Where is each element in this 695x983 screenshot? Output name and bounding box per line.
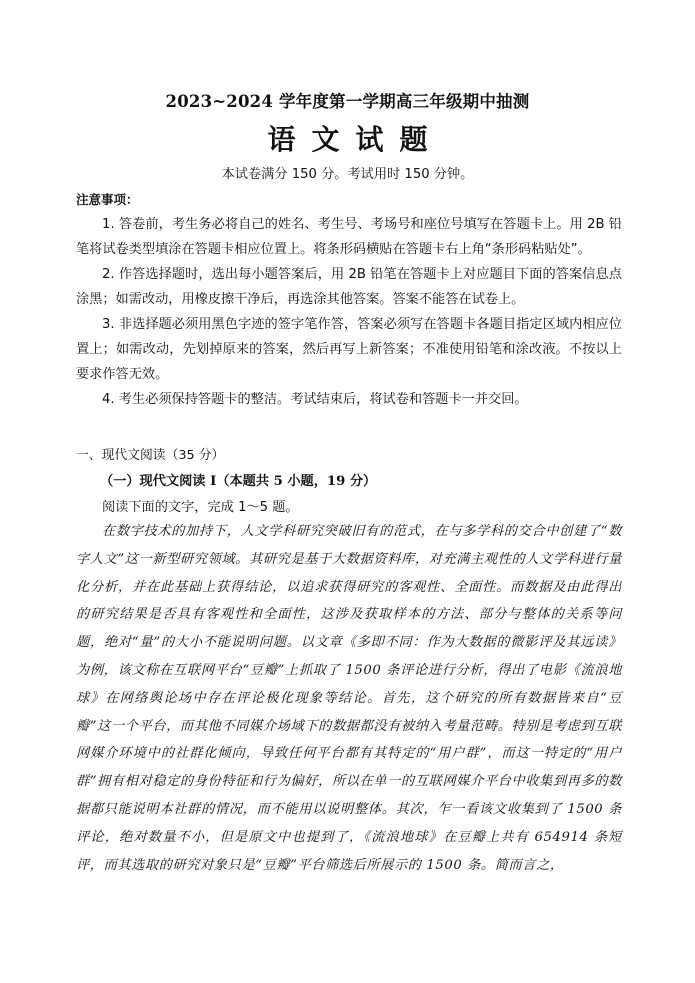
reading-passage: 在数字技术的加持下，人文学科研究突破旧有的范式，在与多学科的交合中创建了“数字人文”这一新型研究领域。其研究是基于大数据资料库，对充满主观性的人文学科进行量化分析，并在此基础上获得结论，以追求获得研究的客观性、全面性。而数据及由此得出的研究结果是否具有客观性和全面性，这涉及获取样本的方法、部分与整体的关系等问题，绝对“量”的大小不能说明问题。以文章《多即不同：作为大数据的微影评及其远读》为例，该文称在互联网平台“豆瓣”上抓取了 1500 条评论进行分析，得出了电影《流浪地球》在网络舆论场中存在评论极化现象等结论。首先，这个研究的所有数据皆来自“豆瓣”这一个平台，而其他不同媒介场域下的数据都没有被纳入考量范畴。特别是考虑到互联网媒介环境中的社群化倾向，导致任何平台都有其特定的“用户群”，而这一特定的“用户群”拥有相对稳定的身份特征和行为偏好，所以在单一的互联网媒介平台中收集到再多的数据都只能说明本社群的情况，而不能用以说明整体。其次，乍一看该文收集到了 1500 条评论，绝对数量不小，但是原文中也提到了，《流浪地球》在豆瓣上共有 654914 条短评，而其选取的研究对象只是“豆瓣”平台筛选后所展示的 1500 条。简而言之， bbox=[76, 524, 622, 873]
subject-title: 语文试题 bbox=[267, 123, 444, 156]
notice-heading: 注意事项： bbox=[76, 192, 139, 207]
exam-title: 2023~2024 学年度第一学期高三年级期中抽测 bbox=[165, 92, 530, 111]
notice-item: 4. 考生必须保持答题卡的整洁。考试结束后，将试卷和答题卡一并交回。 bbox=[102, 392, 528, 407]
subsection-heading: （一）现代文阅读 I（本题共 5 小题，19 分） bbox=[100, 474, 377, 489]
section-heading: 一、现代文阅读（35 分） bbox=[76, 448, 225, 463]
notice-item: 3. 非选择题必须用黑色字迹的签字笔作答，答案必须写在答题卡各题目指定区域内相应位置上；如需改动，先划掉原来的答案，然后再写上新答案；不准使用铅笔和涂改液。不按以上要求作答无效。 bbox=[76, 317, 622, 382]
notice-item: 1. 答卷前，考生务必将自己的姓名、考生号、考场号和座位号填写在答题卡上。用 2B 铅笔将试卷类型填涂在答题卡相应位置上。将条形码横贴在答题卡右上角“条形码粘贴处”。 bbox=[76, 217, 622, 257]
notice-list bbox=[76, 212, 622, 412]
notice-item: 2. 作答选择题时，选出每小题答案后，用 2B 铅笔在答题卡上对应题目下面的答案信息点涂黑；如需改动，用橡皮擦干净后，再选涂其他答案。答案不能答在试卷上。 bbox=[76, 267, 622, 307]
reading-instruction: 阅读下面的文字，完成 1～5 题。 bbox=[102, 500, 299, 515]
exam-info: 本试卷满分 150 分。考试用时 150 分钟。 bbox=[221, 167, 474, 182]
